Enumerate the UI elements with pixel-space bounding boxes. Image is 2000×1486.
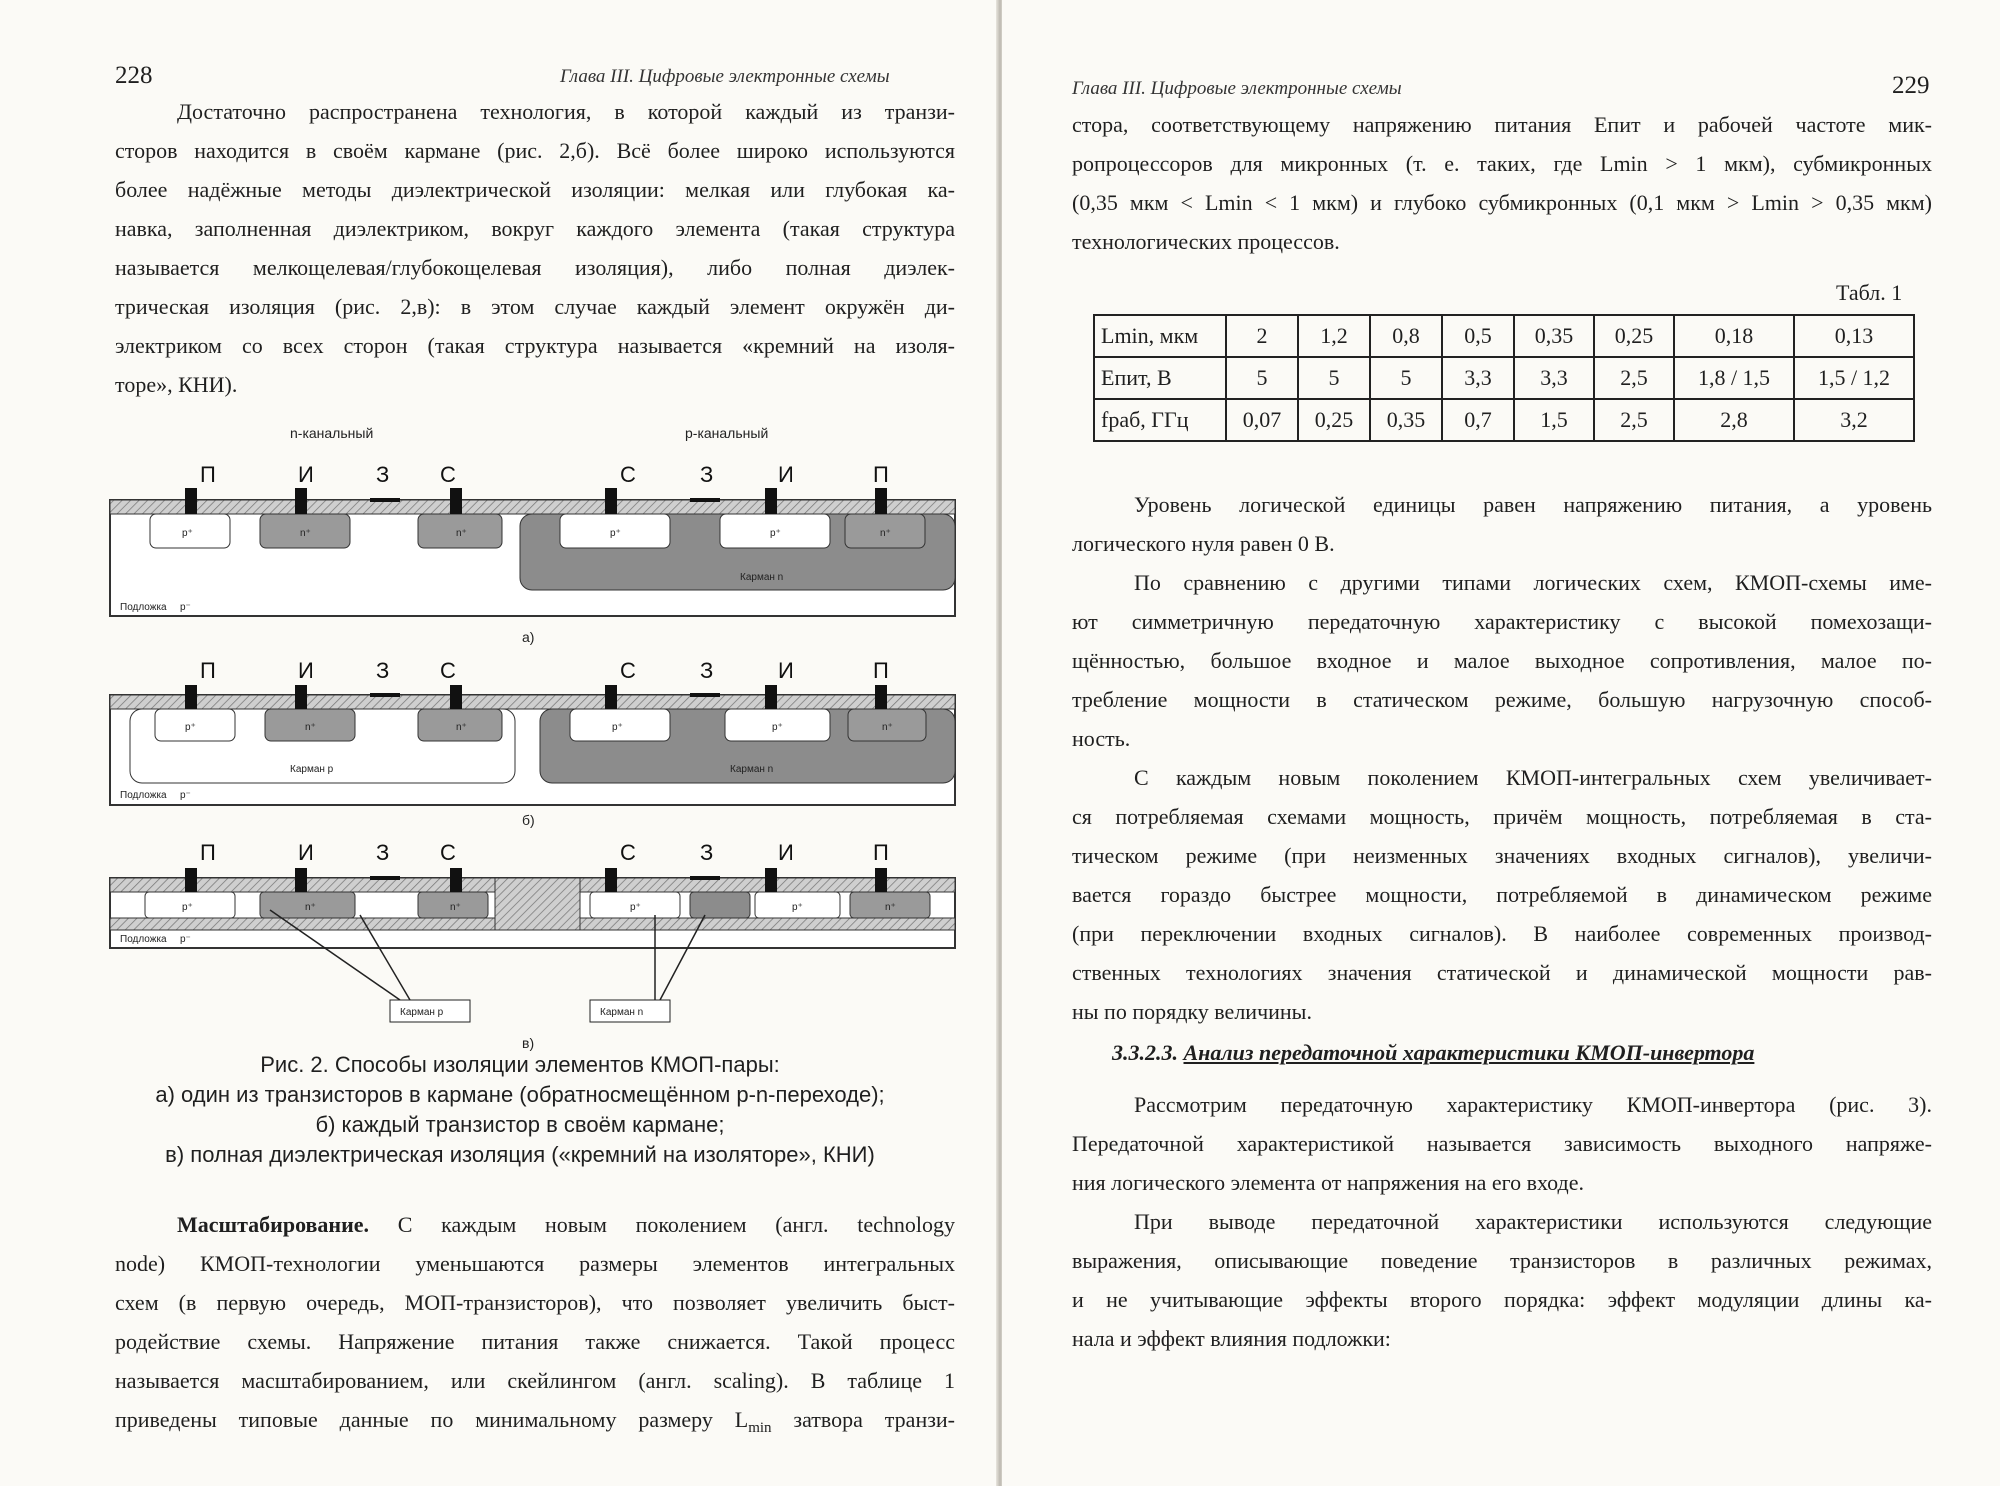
terminal-label: З <box>700 840 714 865</box>
text-line: сторов находится в своём кармане (рис. 2,б). Всё более широко используются <box>115 138 955 163</box>
table-cell: 3,3 <box>1442 357 1514 399</box>
caption-line: в) полная диэлектрическая изоляция («кремний на изоляторе», КНИ) <box>165 1142 875 1167</box>
well-label: Карман n <box>730 764 774 775</box>
region-label: p⁺ <box>792 902 803 913</box>
table-cell: 1,5 <box>1514 399 1594 441</box>
terminal-label: П <box>200 658 216 683</box>
panel-c-cross-section <box>110 840 955 1051</box>
text-line: торе», КНИ). <box>115 372 238 397</box>
text-line: Уровень логической единицы равен напряжению питания, а уровень <box>1134 492 1932 517</box>
caption-line: Рис. 2. Способы изоляции элементов КМОП-пары: <box>260 1052 780 1077</box>
terminal-label: И <box>778 462 794 487</box>
paragraph-scaling <box>115 1205 955 1439</box>
terminal-label: С <box>440 462 456 487</box>
text-line: ственных технологиях значения статической и динамической мощности рав- <box>1072 960 1932 985</box>
terminal-label: С <box>440 840 456 865</box>
table-cell: 0,18 <box>1674 315 1794 357</box>
text-line: (0,35 мкм < Lmin < 1 мкм) и глубоко субмикронных (0,1 мкм > Lmin > 0,35 мкм) <box>1072 190 1932 215</box>
text-span: приведены типовые данные по минимальному размеру L <box>115 1407 749 1432</box>
table-cell: 5 <box>1226 357 1298 399</box>
p-channel-label: p-канальный <box>685 425 769 441</box>
running-head: Глава III. Цифровые электронные схемы <box>560 66 890 87</box>
text-line: Передаточной характеристикой называется зависимость выходного напряже- <box>1072 1131 1932 1156</box>
terminal-label: И <box>298 840 314 865</box>
running-head: Глава III. Цифровые электронные схемы <box>1072 78 1402 99</box>
table-cell: 0,8 <box>1370 315 1442 357</box>
table-cell: 2 <box>1226 315 1298 357</box>
terminal-label: П <box>200 840 216 865</box>
terminal-label: И <box>298 658 314 683</box>
text-line: Достаточно распространена технология, в которой каждый из транзи- <box>177 99 955 124</box>
table-cell: 3,2 <box>1794 399 1914 441</box>
table-row <box>1094 399 1914 441</box>
region-label: n⁺ <box>456 722 467 733</box>
region-label: n⁺ <box>882 722 893 733</box>
text-line: нала и эффект влияния подложки: <box>1072 1326 1391 1351</box>
text-line: node) КМОП-технологии уменьшаются размеры элементов интегральных <box>115 1251 955 1276</box>
text-line: называется масштабированием, или скейлингом (англ. scaling). В таблице 1 <box>115 1368 955 1393</box>
text-line: более надёжные методы диэлектрической изоляции: мелкая или глубокая ка- <box>115 177 955 202</box>
text-line: требление мощности в статическом режиме, большую нагрузочную способ- <box>1072 687 1932 712</box>
text-line: навка, заполненная диэлектриком, вокруг каждого элемента (такая структура <box>115 216 955 241</box>
table-label: Табл. 1 <box>1836 280 1903 305</box>
panel-b-cross-section <box>110 658 955 828</box>
terminal-label: П <box>873 658 889 683</box>
text-line: По сравнению с другими типами логических схем, КМОП-схемы име- <box>1134 570 1932 595</box>
terminal-label: З <box>376 840 390 865</box>
row-header: Eпит, В <box>1094 357 1226 399</box>
region-label: n⁺ <box>305 902 316 913</box>
table-cell: 0,7 <box>1442 399 1514 441</box>
table-cell: 1,5 / 1,2 <box>1794 357 1914 399</box>
text-line: называется мелкощелевая/глубокощелевая изоляция), либо полная диэлек- <box>115 255 955 280</box>
table-cell: 0,25 <box>1594 315 1674 357</box>
region-label: n⁺ <box>450 902 461 913</box>
region-label: n⁺ <box>300 528 311 539</box>
panel-label: в) <box>522 1035 535 1051</box>
substrate-label: Подложка <box>120 934 167 945</box>
region-label: p⁺ <box>182 528 193 539</box>
substrate-label: Подложка <box>120 790 167 801</box>
substrate-type: p⁻ <box>180 790 191 801</box>
text-line: схем (в первую очередь, МОП-транзисторов), что позволяет увеличить быст- <box>115 1290 955 1315</box>
text-line: Рассмотрим передаточную характеристику КМОП-инвертора (рис. 3). <box>1134 1092 1932 1117</box>
terminal-label: И <box>778 658 794 683</box>
paragraph-isolation <box>115 92 955 404</box>
terminal-label: З <box>700 462 714 487</box>
region-label: p⁺ <box>630 902 641 913</box>
text-line: электриком со всех сторон (такая структура называется «кремний на изоля- <box>115 333 955 358</box>
table-cell: 1,8 / 1,5 <box>1674 357 1794 399</box>
well-label: Карман p <box>290 764 334 775</box>
table-cell: 5 <box>1370 357 1442 399</box>
terminal-label: П <box>873 462 889 487</box>
text-line: ния логического элемента от напряжения на его входе. <box>1072 1170 1584 1195</box>
cmos-isolation-figure <box>100 420 980 1060</box>
text-line: При выводе передаточной характеристики используются следующие <box>1134 1209 1932 1234</box>
region-label: p⁺ <box>182 902 193 913</box>
well-label: Карман n <box>740 572 784 583</box>
text-line: логического нуля равен 0 В. <box>1072 531 1335 556</box>
text-line: трическая изоляция (рис. 2,в): в этом случае каждый элемент окружён ди- <box>115 294 955 319</box>
substrate-type: p⁻ <box>180 934 191 945</box>
figure-caption <box>100 1050 940 1170</box>
table-cell: 3,3 <box>1514 357 1594 399</box>
substrate-label: Подложка <box>120 602 167 613</box>
text-line: ропроцессоров для микронных (т. е. таких, где Lmin > 1 мкм), субмикронных <box>1072 151 1932 176</box>
table-cell: 0,35 <box>1514 315 1594 357</box>
well-p-callout: Карман p <box>400 1007 444 1018</box>
text-line: ся потребляемая схемами мощность, причём мощность, потребляемая в ста- <box>1072 804 1932 829</box>
region-label: p⁺ <box>772 722 783 733</box>
text-line: вается гораздо быстрее мощности, потребляемой в динамическом режиме <box>1072 882 1932 907</box>
table-cell: 2,5 <box>1594 399 1674 441</box>
table-cell: 0,07 <box>1226 399 1298 441</box>
scaling-heading: Масштабирование. <box>177 1212 370 1237</box>
text-span: С каждым новым поколением (англ. technology <box>369 1212 955 1237</box>
row-header: Lmin, мкм <box>1094 315 1226 357</box>
panel-label: б) <box>522 812 535 828</box>
well-n-callout: Карман n <box>600 1007 644 1018</box>
terminal-label: П <box>200 462 216 487</box>
text-span: затвора транзи- <box>771 1407 955 1432</box>
subscript: min <box>748 1420 772 1436</box>
substrate-type: p⁻ <box>180 602 191 613</box>
terminal-label: П <box>873 840 889 865</box>
region-label: n⁺ <box>305 722 316 733</box>
page-number: 228 <box>115 62 153 89</box>
paragraph-logic-levels <box>1072 485 1932 1031</box>
text-line: ны по порядку величины. <box>1072 999 1312 1024</box>
section-heading <box>1112 1040 1754 1066</box>
text-line: стора, соответствующему напряжению питания Eпит и рабочей частоте мик- <box>1072 112 1932 137</box>
region-label: p⁺ <box>612 722 623 733</box>
text-line: ность. <box>1072 726 1131 751</box>
region-label: n⁺ <box>880 528 891 539</box>
terminal-label: З <box>376 462 390 487</box>
table-cell: 0,13 <box>1794 315 1914 357</box>
text-line: родействие схемы. Напряжение питания также снижается. Такой процесс <box>115 1329 955 1354</box>
text-line: щённостью, большое входное и малое выходное сопротивления, малое по- <box>1072 648 1932 673</box>
terminal-label: И <box>298 462 314 487</box>
table-cell: 5 <box>1298 357 1370 399</box>
text-line: (при переключении входных сигналов). В наиболее современных производ- <box>1072 921 1932 946</box>
region-label: p⁺ <box>770 528 781 539</box>
terminal-label: С <box>440 658 456 683</box>
text-line: С каждым новым поколением КМОП-интегральных схем увеличивает- <box>1134 765 1932 790</box>
table-cell: 0,35 <box>1370 399 1442 441</box>
text-line: и не учитывающие эффекты второго порядка: эффект модуляции длины ка- <box>1072 1287 1932 1312</box>
table-cell: 2,5 <box>1594 357 1674 399</box>
table-cell: 0,5 <box>1442 315 1514 357</box>
text-line: тическом режиме (при неизменных значениях входных сигналов), увеличи- <box>1072 843 1932 868</box>
page-number: 229 <box>1892 72 1930 99</box>
table-cell: 2,8 <box>1674 399 1794 441</box>
section-title: Анализ передаточной характеристики КМОП-инвертора <box>1183 1040 1755 1065</box>
terminal-label: И <box>778 840 794 865</box>
region-label: p⁺ <box>610 528 621 539</box>
row-header: fраб, ГГц <box>1094 399 1226 441</box>
caption-line: а) один из транзисторов в кармане (обратносмещённом p-n-переходе); <box>155 1082 885 1107</box>
right-page <box>1002 0 2000 1486</box>
table-cell: 1,2 <box>1298 315 1370 357</box>
left-page <box>0 0 998 1486</box>
region-label: n⁺ <box>456 528 467 539</box>
terminal-label: З <box>376 658 390 683</box>
terminal-label: З <box>700 658 714 683</box>
table-row <box>1094 315 1914 357</box>
table-row <box>1094 357 1914 399</box>
terminal-label: С <box>620 840 636 865</box>
paragraph-table-intro <box>1072 105 1932 261</box>
region-label: n⁺ <box>885 902 896 913</box>
terminal-label: С <box>620 658 636 683</box>
section-number: 3.3.2.3. <box>1112 1040 1178 1065</box>
panel-a-cross-section <box>110 462 955 645</box>
table-cell: 0,25 <box>1298 399 1370 441</box>
terminal-label: С <box>620 462 636 487</box>
text-line: ют симметричную передаточную характеристику с высокой помехозащи- <box>1072 609 1932 634</box>
region-label: p⁺ <box>185 722 196 733</box>
text-line: выражения, описывающие поведение транзисторов в различных режимах, <box>1072 1248 1932 1273</box>
text-line: технологических процессов. <box>1072 229 1340 254</box>
caption-line: б) каждый транзистор в своём кармане; <box>315 1112 725 1137</box>
panel-label: а) <box>522 629 535 645</box>
n-channel-label: n-канальный <box>290 425 374 441</box>
paragraph-transfer <box>1072 1085 1932 1358</box>
scaling-table <box>1093 314 1915 442</box>
